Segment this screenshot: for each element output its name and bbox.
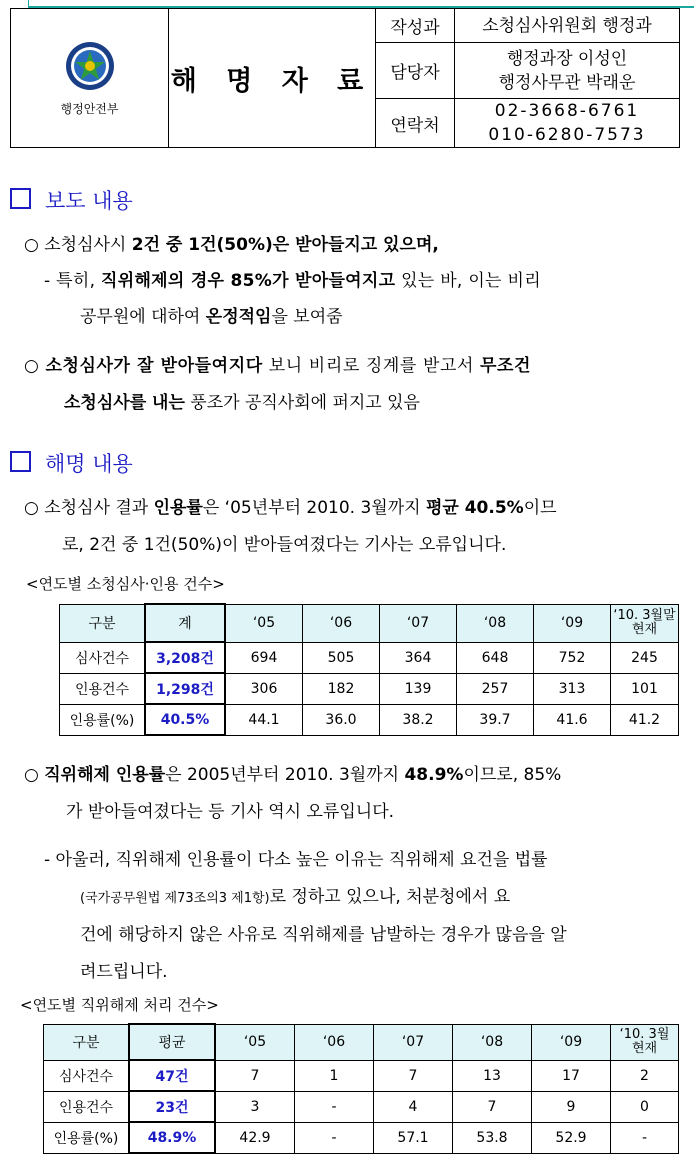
table-cell: - [295, 1091, 374, 1122]
table-row [44, 1091, 679, 1122]
contact-person-value [455, 43, 680, 99]
report-para-2b: 공무원에 대하여 온정적임을 보여줌 [80, 307, 343, 327]
table-cell: 41.6 [534, 704, 611, 735]
table-cell: 4 [374, 1091, 453, 1122]
table-cell: - [611, 1122, 679, 1153]
table-cell: 3 [215, 1091, 295, 1122]
table2-caption: <연도별 직위해제 처리 건수> [20, 996, 219, 1014]
table-cell: 1 [295, 1060, 374, 1091]
table1-header: ‘06 [303, 604, 380, 642]
table2-header: ‘06 [295, 1024, 374, 1060]
table-cell: 심사건수 [60, 642, 146, 673]
table-cell: 13 [453, 1060, 532, 1091]
table-cell: 257 [457, 673, 534, 704]
table-cell: 39.7 [457, 704, 534, 735]
table1 [59, 603, 679, 736]
table-cell: 인용건수 [60, 673, 146, 704]
table-cell: 694 [225, 642, 303, 673]
top-border [28, 0, 694, 8]
table-cell: 23건 [129, 1091, 215, 1122]
table-cell: 인용률(%) [60, 704, 146, 735]
table-row [44, 1122, 679, 1153]
table-cell: 36.0 [303, 704, 380, 735]
table-cell: 752 [534, 642, 611, 673]
table1-header: ‘05 [225, 604, 303, 642]
header-table [10, 8, 680, 148]
table-cell: 306 [225, 673, 303, 704]
table1-header: ‘10. 3월말 현재 [611, 604, 679, 642]
table1-header: ‘09 [534, 604, 611, 642]
table-cell: 40.5% [145, 704, 225, 735]
table-cell: 245 [611, 642, 679, 673]
table2-header: ‘05 [215, 1024, 295, 1060]
table-cell: 505 [303, 642, 380, 673]
table-cell: 41.2 [611, 704, 679, 735]
table2-header: ‘07 [374, 1024, 453, 1060]
explain-para-1b: 로, 2건 중 1건(50%)이 받아들여졌다는 기사는 오류입니다. [62, 535, 507, 555]
explain-para-3d: 려드립니다. [80, 962, 168, 982]
table1-header: 계 [145, 604, 225, 642]
table-cell: 17 [532, 1060, 611, 1091]
table-cell: 648 [457, 642, 534, 673]
table-cell: 47건 [129, 1060, 215, 1091]
table-cell: - [295, 1122, 374, 1153]
explain-para-2: ○ 직위해제 인용률은 2005년부터 2010. 3월까지 48.9%이므로, 85% [24, 765, 562, 785]
table-cell: 7 [453, 1091, 532, 1122]
table-cell: 1,298건 [145, 673, 225, 704]
table-cell: 2 [611, 1060, 679, 1091]
report-heading: 보도 내용 [10, 185, 133, 215]
phone-label: 연락처 [376, 99, 455, 148]
table-row [60, 704, 679, 735]
checkbox-square-icon [10, 451, 31, 472]
table-cell: 9 [532, 1091, 611, 1122]
table1-header: ‘07 [380, 604, 457, 642]
explain-para-3b: (국가공무원법 제73조의3 제1항)로 정하고 있으나, 처분청에서 요 [80, 887, 511, 907]
table-cell: 44.1 [225, 704, 303, 735]
table1-header: 구분 [60, 604, 146, 642]
table2-header: 구분 [44, 1024, 130, 1060]
contact-person-1: 행정과장 이성인 [506, 48, 628, 69]
document-title: 해 명 자 료 [169, 9, 376, 148]
table2 [43, 1023, 679, 1154]
table-cell: 0 [611, 1091, 679, 1122]
table-cell: 7 [374, 1060, 453, 1091]
ministry-name: 행정안전부 [60, 101, 119, 116]
explain-para-2b: 가 받아들여졌다는 등 기사 역시 오류입니다. [66, 802, 395, 822]
phone-2: 010-6280-7573 [488, 125, 646, 145]
logo-cell [11, 9, 169, 148]
table1-header: ‘08 [457, 604, 534, 642]
table-cell: 182 [303, 673, 380, 704]
table-row [60, 673, 679, 704]
table-cell: 101 [611, 673, 679, 704]
phone-1: 02-3668-6761 [494, 101, 640, 121]
phone-value [455, 99, 680, 148]
table2-header: ‘09 [532, 1024, 611, 1060]
table-cell: 심사건수 [44, 1060, 130, 1091]
ministry-emblem-icon [64, 40, 116, 92]
checkbox-square-icon [10, 188, 31, 209]
table1-caption: <연도별 소청심사·인용 건수> [26, 575, 225, 593]
table-cell: 7 [215, 1060, 295, 1091]
table2-header: ‘08 [453, 1024, 532, 1060]
table-cell: 인용건수 [44, 1091, 130, 1122]
report-para-2: - 특히, 직위해제의 경우 85%가 받아들여지고 있는 바, 이는 비리 [44, 271, 541, 291]
table-cell: 364 [380, 642, 457, 673]
contact-person-2: 행정사무관 박래운 [498, 72, 636, 93]
table-cell: 48.9% [129, 1122, 215, 1153]
author-dept-value: 소청심사위원회 행정과 [455, 9, 680, 43]
report-para-3: ○ 소청심사가 잘 받아들여지다 보니 비리로 징계를 받고서 무조건 [24, 356, 532, 376]
table-cell: 인용률(%) [44, 1122, 130, 1153]
table2-header: ‘10. 3월 현재 [611, 1024, 679, 1060]
table-cell: 38.2 [380, 704, 457, 735]
table-cell: 3,208건 [145, 642, 225, 673]
explain-para-3c: 건에 해당하지 않은 사유로 직위해제를 남발하는 경우가 많음을 알 [80, 925, 567, 945]
explain-heading: 해명 내용 [10, 448, 133, 478]
explain-para-3: - 아울러, 직위해제 인용률이 다소 높은 이유는 직위해제 요건을 법률 [44, 850, 548, 870]
table-row [44, 1060, 679, 1091]
table-cell: 313 [534, 673, 611, 704]
table-cell: 52.9 [532, 1122, 611, 1153]
explain-para-1: ○ 소청심사 결과 인용률은 ‘05년부터 2010. 3월까지 평균 40.5%이므 [24, 498, 557, 518]
report-para-1: ○ 소청심사시 2건 중 1건(50%)은 받아들지고 있으며, [24, 235, 439, 255]
table-cell: 42.9 [215, 1122, 295, 1153]
author-dept-label: 작성과 [376, 9, 455, 43]
report-para-3b: 소청심사를 내는 풍조가 공직사회에 퍼지고 있음 [64, 393, 420, 413]
contact-person-label: 담당자 [376, 43, 455, 99]
table2-header: 평균 [129, 1024, 215, 1060]
table-cell: 57.1 [374, 1122, 453, 1153]
table-cell: 139 [380, 673, 457, 704]
table-cell: 53.8 [453, 1122, 532, 1153]
table-row [60, 642, 679, 673]
